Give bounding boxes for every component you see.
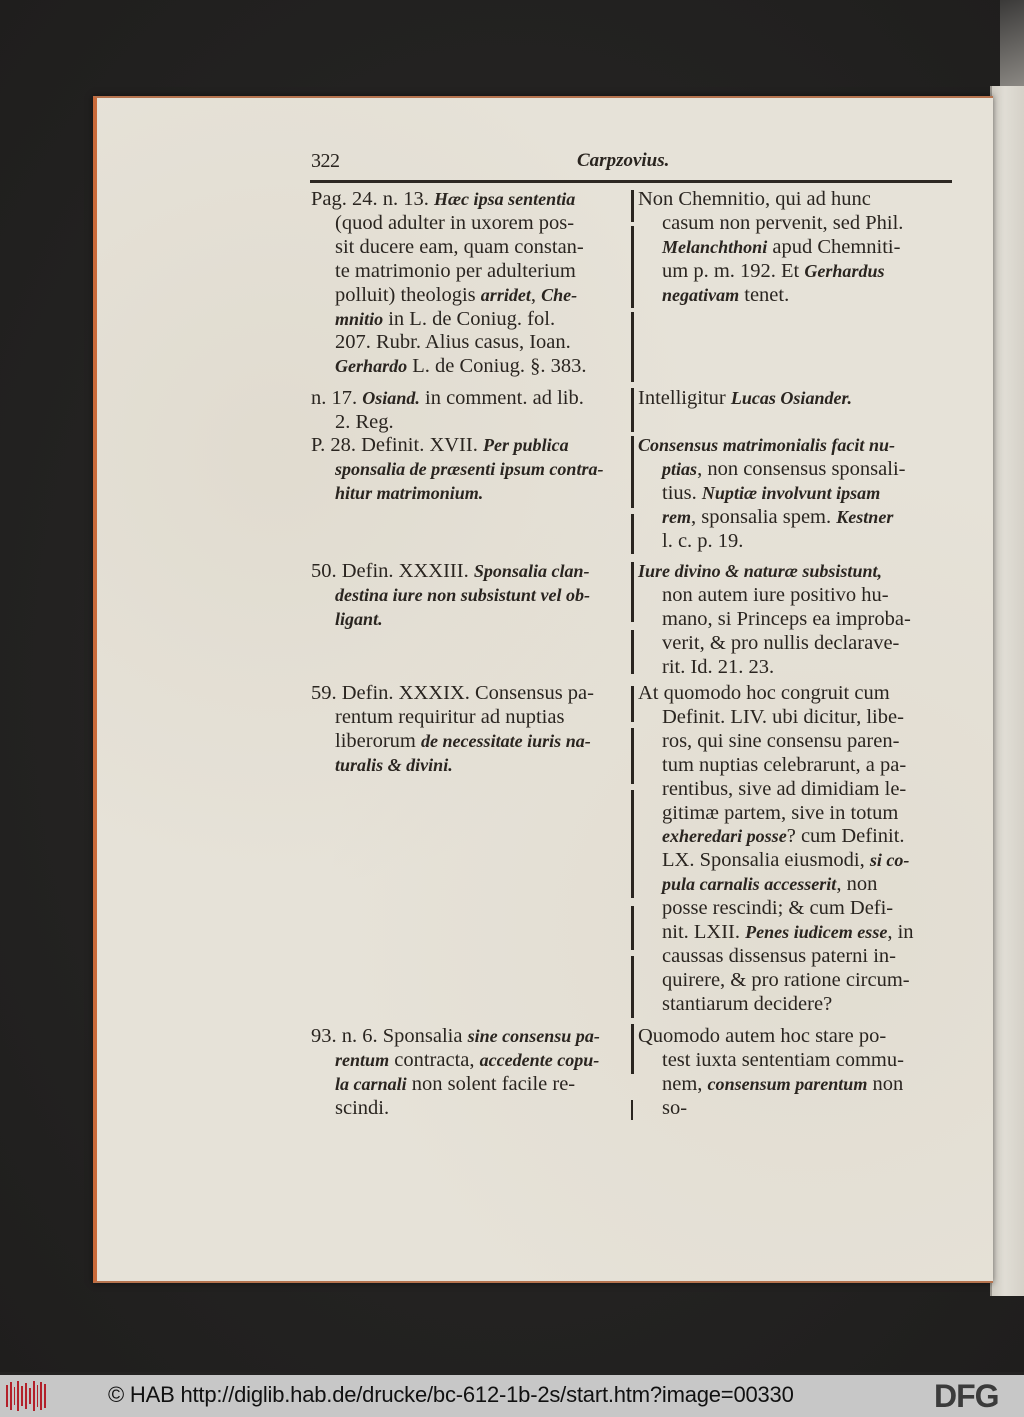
- column-divider: [631, 1100, 633, 1120]
- italic-text: Melanchthoni: [662, 236, 768, 257]
- italic-text: Kestner: [836, 506, 894, 527]
- roman-text: l. c. p. 19.: [662, 529, 744, 552]
- column-divider: [631, 312, 634, 382]
- text-line: [638, 730, 953, 754]
- roman-text: scindi.: [335, 1096, 390, 1119]
- text-line: [638, 825, 953, 849]
- italic-text: Hæc ipsa sententia: [434, 189, 576, 209]
- italic-text: accedente copu-: [479, 1049, 600, 1070]
- italic-text: negativam: [662, 284, 740, 305]
- text-line: [638, 873, 953, 897]
- roman-text: (quod adulter in uxorem pos-: [335, 211, 575, 234]
- italic-text: Iure divino & naturæ subsistunt,: [638, 561, 883, 581]
- right-entry-6: [638, 1025, 953, 1121]
- text-line: [638, 530, 953, 554]
- italic-text: sine consensu pa-: [467, 1026, 600, 1046]
- text-line: [638, 897, 953, 921]
- text-line: [638, 482, 953, 506]
- text-line: [311, 188, 627, 212]
- roman-text: , non: [836, 873, 878, 896]
- left-entry-3: [311, 434, 627, 506]
- column-divider: [631, 790, 634, 898]
- text-line: [311, 1073, 627, 1097]
- dfg-logo: DFG: [934, 1378, 999, 1414]
- roman-text: rentibus, sive ad dimidiam le-: [662, 777, 907, 800]
- text-line: [638, 632, 953, 656]
- text-line: [638, 849, 953, 873]
- italic-text: turalis & divini.: [335, 754, 453, 775]
- italic-text: rentum: [335, 1049, 390, 1070]
- roman-text: Quomodo autem hoc stare po-: [638, 1025, 887, 1047]
- roman-text: LX. Sponsalia eiusmodi,: [662, 849, 870, 872]
- text-line: [638, 387, 953, 411]
- roman-text: Non Chemnitio, qui ad hunc: [638, 188, 871, 210]
- roman-text: non: [867, 1072, 904, 1095]
- text-line: [638, 284, 953, 308]
- roman-text: Definit. LIV. ubi dicitur, libe-: [662, 705, 904, 728]
- italic-text: hitur matrimonium.: [335, 482, 484, 503]
- roman-text: gitimæ partem, sive in totum: [662, 801, 899, 824]
- roman-text: sit ducere eam, quam constan-: [335, 235, 584, 258]
- italic-text: mnitio: [335, 308, 384, 329]
- text-line: [311, 458, 627, 482]
- book-edge-shadow: [1000, 0, 1024, 90]
- column-divider: [631, 1024, 634, 1074]
- roman-text: non solent facile re-: [406, 1072, 576, 1095]
- text-line: [638, 506, 953, 530]
- roman-text: 93. n. 6. Sponsalia: [311, 1025, 468, 1047]
- text-line: [311, 560, 627, 584]
- text-line: [638, 682, 953, 706]
- italic-text: rem: [662, 506, 692, 527]
- italic-text: ligant.: [335, 608, 383, 629]
- italic-text: pula carnalis accesserit: [662, 874, 837, 895]
- text-line: [311, 260, 627, 284]
- text-line: [638, 236, 953, 260]
- text-line: [638, 802, 953, 826]
- italic-text: arridet: [480, 284, 531, 305]
- text-line: [638, 212, 953, 236]
- text-line: [638, 1049, 953, 1073]
- column-divider: [631, 728, 634, 784]
- roman-text: ,: [530, 283, 542, 306]
- roman-text: apud Chemniti-: [767, 235, 901, 258]
- roman-text: mano, si Princeps ea improba-: [662, 607, 911, 630]
- text-line: [311, 482, 627, 506]
- column-divider: [631, 514, 634, 554]
- italic-text: Sponsalia clan-: [473, 561, 590, 581]
- roman-text: 50. Defin. XXXIII.: [311, 560, 474, 582]
- italic-text: consensum parentum: [707, 1073, 868, 1094]
- text-line: [311, 1097, 627, 1121]
- text-line: [638, 921, 953, 945]
- header-rule: [310, 180, 952, 183]
- text-line: [311, 730, 627, 754]
- text-line: [638, 1097, 953, 1121]
- text-line: [638, 1025, 953, 1049]
- roman-text: ros, qui sine consensu paren-: [662, 729, 900, 752]
- roman-text: , in: [887, 921, 914, 944]
- roman-text: rentum requiritur ad nuptias: [335, 705, 565, 728]
- text-line: [311, 308, 627, 332]
- roman-text: 2. Reg.: [335, 410, 394, 433]
- column-divider: [631, 226, 634, 308]
- text-line: [311, 706, 627, 730]
- text-line: [311, 584, 627, 608]
- roman-text: in L. de Coniug. fol.: [383, 307, 556, 330]
- column-divider: [631, 388, 634, 432]
- roman-text: n. 17.: [311, 387, 363, 409]
- roman-text: nem,: [662, 1072, 708, 1095]
- italic-text: Lucas Osiander.: [730, 388, 853, 408]
- right-entry-2: [638, 387, 953, 411]
- roman-text: 59. Defin. XXXIX. Consensus pa-: [311, 682, 594, 704]
- text-line: [638, 656, 953, 680]
- roman-text: nit. LXII.: [662, 921, 746, 944]
- text-line: [638, 993, 953, 1017]
- right-entry-5: [638, 682, 953, 1017]
- facing-page-edge: [990, 86, 1024, 1296]
- italic-text: Che-: [541, 284, 578, 305]
- italic-text: Gerhardus: [804, 260, 885, 281]
- roman-text: non autem iure positivo hu-: [662, 583, 889, 606]
- text-line: [638, 584, 953, 608]
- italic-text: destina iure non subsistunt vel ob-: [335, 584, 590, 605]
- column-divider: [631, 630, 634, 674]
- italic-text: exheredari posse: [662, 826, 787, 847]
- italic-text: la carnali: [335, 1073, 407, 1094]
- text-line: [638, 706, 953, 730]
- left-entry-2: [311, 387, 627, 435]
- roman-text: te matrimonio per adulterium: [335, 259, 576, 282]
- text-line: [638, 560, 953, 584]
- roman-text: so-: [662, 1096, 688, 1119]
- right-entry-1: [638, 188, 953, 308]
- italic-text: de necessitate iuris na-: [420, 730, 591, 751]
- italic-text: si co-: [869, 850, 910, 871]
- roman-text: tenet.: [739, 283, 790, 306]
- left-entry-6: [311, 1025, 627, 1121]
- text-line: [638, 434, 953, 458]
- roman-text: P. 28. Definit. XVII.: [311, 434, 483, 456]
- left-entry-5: [311, 682, 627, 778]
- text-line: [311, 754, 627, 778]
- roman-text: Intelligitur: [638, 387, 731, 409]
- roman-text: tius.: [662, 481, 702, 504]
- column-divider: [631, 686, 634, 722]
- roman-text: contracta,: [389, 1048, 480, 1071]
- page-number: 322: [311, 150, 340, 172]
- roman-text: polluit) theologis: [335, 283, 481, 306]
- italic-text: Gerhardo: [335, 356, 408, 377]
- italic-text: sponsalia de præsenti ipsum contra-: [335, 458, 604, 479]
- text-line: [638, 1073, 953, 1097]
- right-entry-4: [638, 560, 953, 680]
- roman-text: ? cum Definit.: [786, 825, 905, 848]
- page-header: [311, 148, 956, 176]
- text-line: [311, 387, 627, 411]
- text-line: [311, 434, 627, 458]
- text-line: [311, 1049, 627, 1073]
- column-divider: [631, 956, 634, 1018]
- italic-text: ptias: [662, 458, 698, 479]
- roman-text: , sponsalia spem.: [691, 505, 837, 528]
- text-line: [638, 458, 953, 482]
- text-line: [638, 608, 953, 632]
- roman-text: L. de Coniug. §. 383.: [407, 355, 587, 378]
- roman-text: At quomodo hoc congruit cum: [638, 682, 890, 704]
- italic-text: Penes iudicem esse: [745, 922, 888, 943]
- roman-text: test iuxta sententiam commu-: [662, 1048, 904, 1071]
- roman-text: Pag. 24. n. 13.: [311, 188, 434, 210]
- hab-library-logo-icon: [6, 1380, 46, 1412]
- text-line: [311, 411, 627, 435]
- text-line: [638, 945, 953, 969]
- roman-text: in comment. ad lib.: [419, 387, 584, 409]
- text-line: [638, 969, 953, 993]
- italic-text: Nuptiæ involvunt ipsam: [701, 482, 881, 503]
- column-divider: [631, 190, 634, 222]
- roman-text: liberorum: [335, 729, 421, 752]
- italic-text: Per publica: [482, 435, 569, 455]
- roman-text: caussas dissensus paterni in-: [662, 944, 896, 967]
- text-line: [311, 284, 627, 308]
- text-line: [638, 260, 953, 284]
- text-line: [638, 778, 953, 802]
- text-line: [311, 608, 627, 632]
- left-entry-1: [311, 188, 627, 379]
- column-divider: [631, 436, 634, 508]
- text-line: [311, 331, 627, 355]
- text-line: [311, 1025, 627, 1049]
- roman-text: posse rescindi; & cum Defi-: [662, 897, 894, 920]
- right-entry-3: [638, 434, 953, 554]
- column-divider: [631, 562, 634, 622]
- italic-text: Consensus matrimonialis facit nu-: [638, 435, 896, 455]
- italic-text: Osiand.: [362, 388, 420, 408]
- text-line: [638, 754, 953, 778]
- footer-citation-link[interactable]: © HAB http://diglib.hab.de/drucke/bc-612-1b-2s/start.htm?image=00330: [108, 1382, 794, 1407]
- roman-text: , non consensus sponsali-: [697, 457, 906, 480]
- column-divider: [631, 906, 634, 950]
- roman-text: verit, & pro nullis declarave-: [662, 631, 900, 654]
- text-line: [311, 212, 627, 236]
- roman-text: 207. Rubr. Alius casus, Ioan.: [335, 331, 571, 354]
- text-line: [311, 355, 627, 379]
- roman-text: casum non pervenit, sed Phil.: [662, 211, 904, 234]
- roman-text: stantiarum decidere?: [662, 992, 833, 1015]
- text-line: [311, 236, 627, 260]
- running-title: Carpzovius.: [577, 150, 670, 171]
- roman-text: tum nuptias celebrarunt, a pa-: [662, 753, 907, 776]
- footer-bar: [0, 1375, 1024, 1417]
- text-line: [638, 188, 953, 212]
- left-entry-4: [311, 560, 627, 632]
- roman-text: quirere, & pro ratione circum-: [662, 968, 910, 991]
- roman-text: rit. Id. 21. 23.: [662, 655, 775, 678]
- text-line: [311, 682, 627, 706]
- roman-text: um p. m. 192. Et: [662, 259, 805, 282]
